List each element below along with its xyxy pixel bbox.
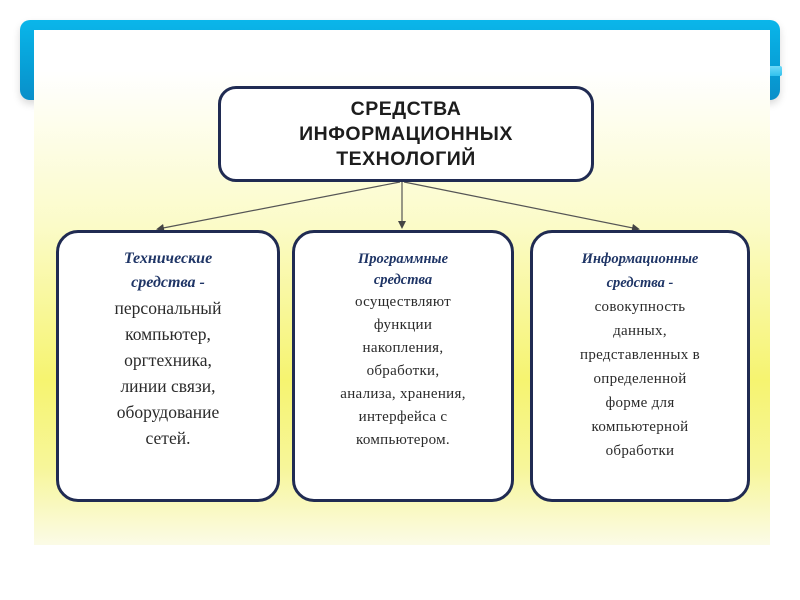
root-node <box>218 86 594 182</box>
term-dash: - <box>195 274 205 291</box>
term-dash: - <box>664 275 674 291</box>
term-text: Информационные средства <box>581 251 699 291</box>
node-term <box>295 249 511 291</box>
root-title: СРЕДСТВА ИНФОРМАЦИОННЫХ ТЕХНОЛОГИЙ <box>299 97 513 170</box>
node-technical-means <box>56 230 280 502</box>
node-description: персональный компьютер, оргтехника, линии связи, оборудование сетей. <box>114 298 222 448</box>
term-text: Программные средства <box>357 251 449 288</box>
node-term <box>59 247 277 295</box>
arrow-to-technical <box>158 182 400 229</box>
arrow-to-information <box>404 182 638 229</box>
node-software-means <box>292 230 514 502</box>
node-term <box>533 247 747 295</box>
term-text: Технические средства <box>123 250 213 291</box>
node-description: осуществляют функции накопления, обработки, анализа, хранения, интерфейса с компьютером. <box>340 294 466 448</box>
slide-panel <box>34 30 770 545</box>
node-description: совокупность данных, представленных в определенной форме для компьютерной обработки <box>580 299 700 459</box>
node-information-means <box>530 230 750 502</box>
